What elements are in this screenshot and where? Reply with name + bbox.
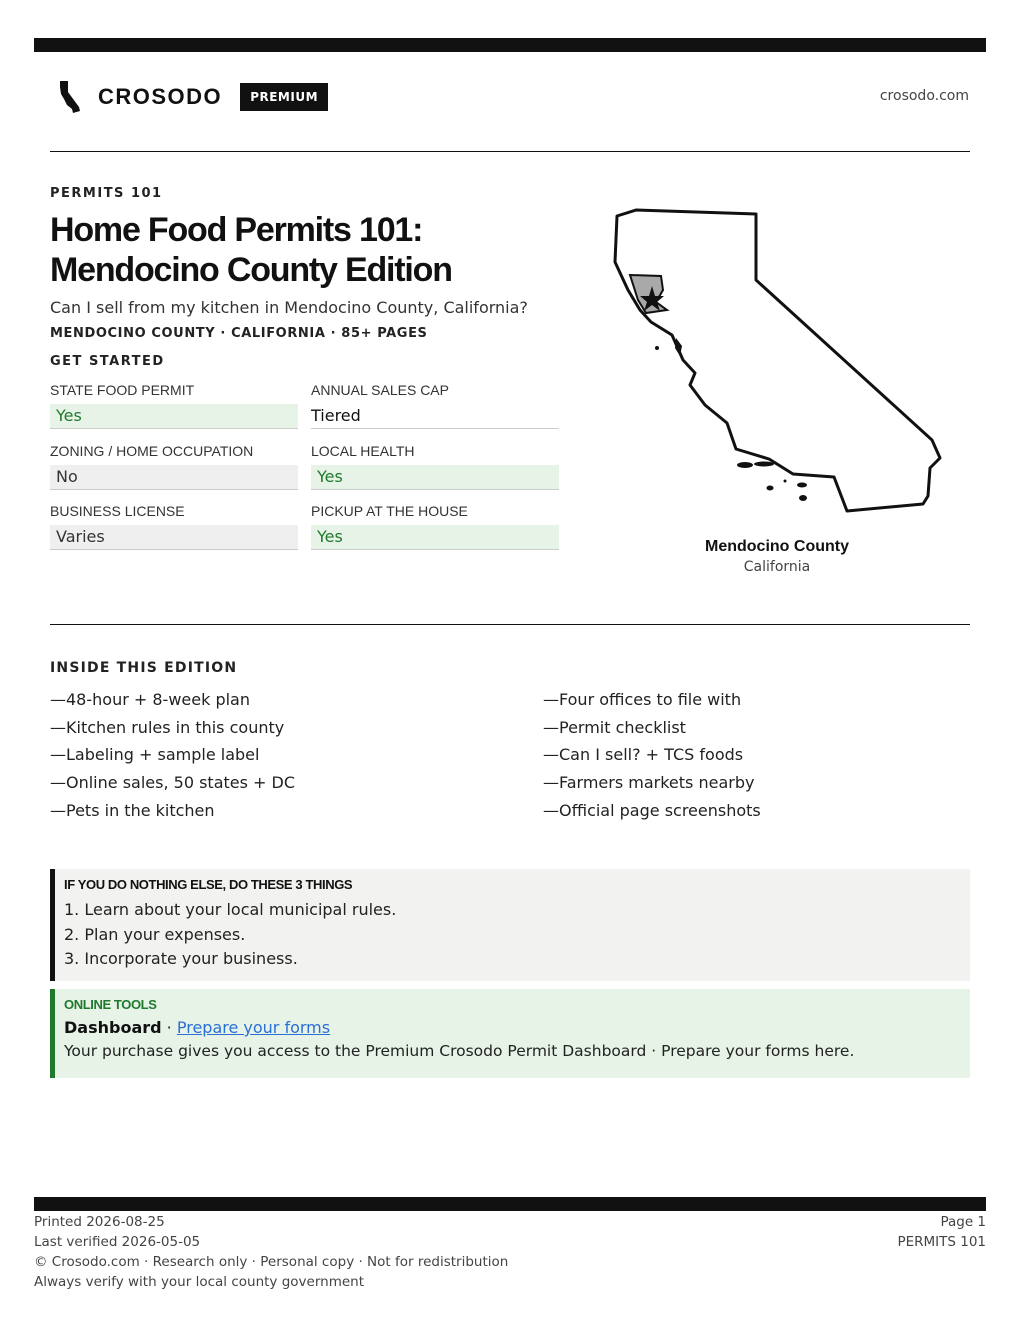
- page-number: Page 1: [940, 1214, 986, 1230]
- separator: ·: [161, 1018, 177, 1037]
- fact-business-license: [50, 503, 298, 550]
- online-tools-heading: ONLINE TOOLS: [64, 997, 157, 1012]
- fact-label: PICKUP AT THE HOUSE: [311, 503, 468, 519]
- fact-state-food-permit: [50, 382, 298, 429]
- toc-item: —Permit checklist: [543, 717, 686, 737]
- footer-left: [34, 1212, 508, 1292]
- toc-item: —Official page screenshots: [543, 800, 761, 820]
- island: [737, 462, 753, 468]
- fact-value: Yes: [311, 465, 559, 490]
- toc-right: [543, 686, 761, 825]
- site-url[interactable]: crosodo.com: [879, 88, 969, 104]
- map-state-name: California: [743, 559, 811, 575]
- fact-annual-sales-cap: [311, 382, 559, 429]
- island: [797, 483, 807, 488]
- get-started-label: GET STARTED: [50, 354, 165, 369]
- fact-label: ANNUAL SALES CAP: [311, 382, 449, 398]
- section-divider: [50, 624, 970, 625]
- brand[interactable]: [58, 80, 328, 114]
- california-icon: [58, 80, 82, 114]
- brand-name: CROSODO: [98, 84, 223, 109]
- verify-note: Always verify with your local county government: [34, 1274, 364, 1290]
- dashboard-description: Your purchase gives you access to the Premium Crosodo Permit Dashboard · Prepare your forms here.: [64, 1042, 855, 1060]
- footer-section: PERMITS 101: [897, 1234, 986, 1250]
- prepare-forms-link[interactable]: Prepare your forms: [176, 1018, 331, 1037]
- fact-label: BUSINESS LICENSE: [50, 503, 185, 519]
- dashboard-label: Dashboard: [64, 1018, 162, 1037]
- map-caption: [657, 538, 897, 575]
- california-map: [600, 200, 960, 530]
- todo-callout: [50, 869, 970, 981]
- fact-local-health: [311, 443, 559, 490]
- title-line-2: Mendocino County Edition: [50, 251, 452, 289]
- subtitle: Can I sell from my kitchen in Mendocino County, California?: [50, 298, 528, 317]
- todo-item: 3. Incorporate your business.: [64, 949, 298, 968]
- fact-value: Yes: [311, 525, 559, 550]
- printed-date: Printed 2026-08-25: [34, 1214, 165, 1230]
- fact-value: No: [50, 465, 298, 490]
- island: [767, 486, 774, 491]
- fact-zoning: [50, 443, 298, 490]
- page-title: [50, 210, 590, 290]
- title-line-1: Home Food Permits 101:: [50, 211, 423, 249]
- toc-item: —Can I sell? + TCS foods: [543, 745, 744, 765]
- todo-heading: IF YOU DO NOTHING ELSE, DO THESE 3 THINGS: [64, 877, 353, 892]
- footer-right: [897, 1212, 986, 1252]
- verified-date: Last verified 2026-05-05: [34, 1234, 201, 1250]
- inside-edition-heading: INSIDE THIS EDITION: [50, 660, 238, 676]
- copyright: © Crosodo.com · Research only · Personal copy · Not for redistribution: [34, 1254, 509, 1270]
- fact-value: Varies: [50, 525, 298, 550]
- toc-item: —Pets in the kitchen: [50, 800, 215, 820]
- kicker: PERMITS 101: [50, 186, 163, 201]
- header-divider: [50, 151, 970, 152]
- premium-badge: PREMIUM: [240, 83, 328, 111]
- edition-meta: MENDOCINO COUNTY · CALIFORNIA · 85+ PAGES: [50, 326, 428, 341]
- toc-item: —Farmers markets nearby: [543, 773, 755, 793]
- toc-left: [50, 686, 295, 825]
- fact-label: LOCAL HEALTH: [311, 443, 415, 459]
- bottom-bar: [34, 1197, 986, 1211]
- top-bar: [34, 38, 986, 52]
- map-county-name: Mendocino County: [705, 538, 849, 555]
- fact-label: ZONING / HOME OCCUPATION: [50, 443, 254, 459]
- island: [784, 480, 787, 483]
- fact-value: Yes: [50, 404, 298, 429]
- todo-item: 1. Learn about your local municipal rules.: [64, 900, 397, 919]
- island: [799, 495, 807, 501]
- state-outline: [615, 210, 940, 511]
- dashboard-line: [64, 1018, 970, 1037]
- fact-label: STATE FOOD PERMIT: [50, 382, 195, 398]
- toc-item: —Online sales, 50 states + DC: [50, 773, 296, 793]
- todo-item: 2. Plan your expenses.: [64, 924, 246, 944]
- toc-item: —Labeling + sample label: [50, 745, 260, 765]
- toc-item: —Kitchen rules in this county: [50, 717, 285, 737]
- toc-item: —Four offices to file with: [543, 690, 742, 709]
- fact-value: Tiered: [311, 404, 559, 429]
- online-tools-callout: [50, 989, 970, 1078]
- island: [754, 462, 774, 467]
- fact-pickup: [311, 503, 559, 550]
- island: [655, 346, 659, 350]
- toc-item: —48-hour + 8-week plan: [50, 690, 250, 709]
- todo-list: [64, 898, 970, 972]
